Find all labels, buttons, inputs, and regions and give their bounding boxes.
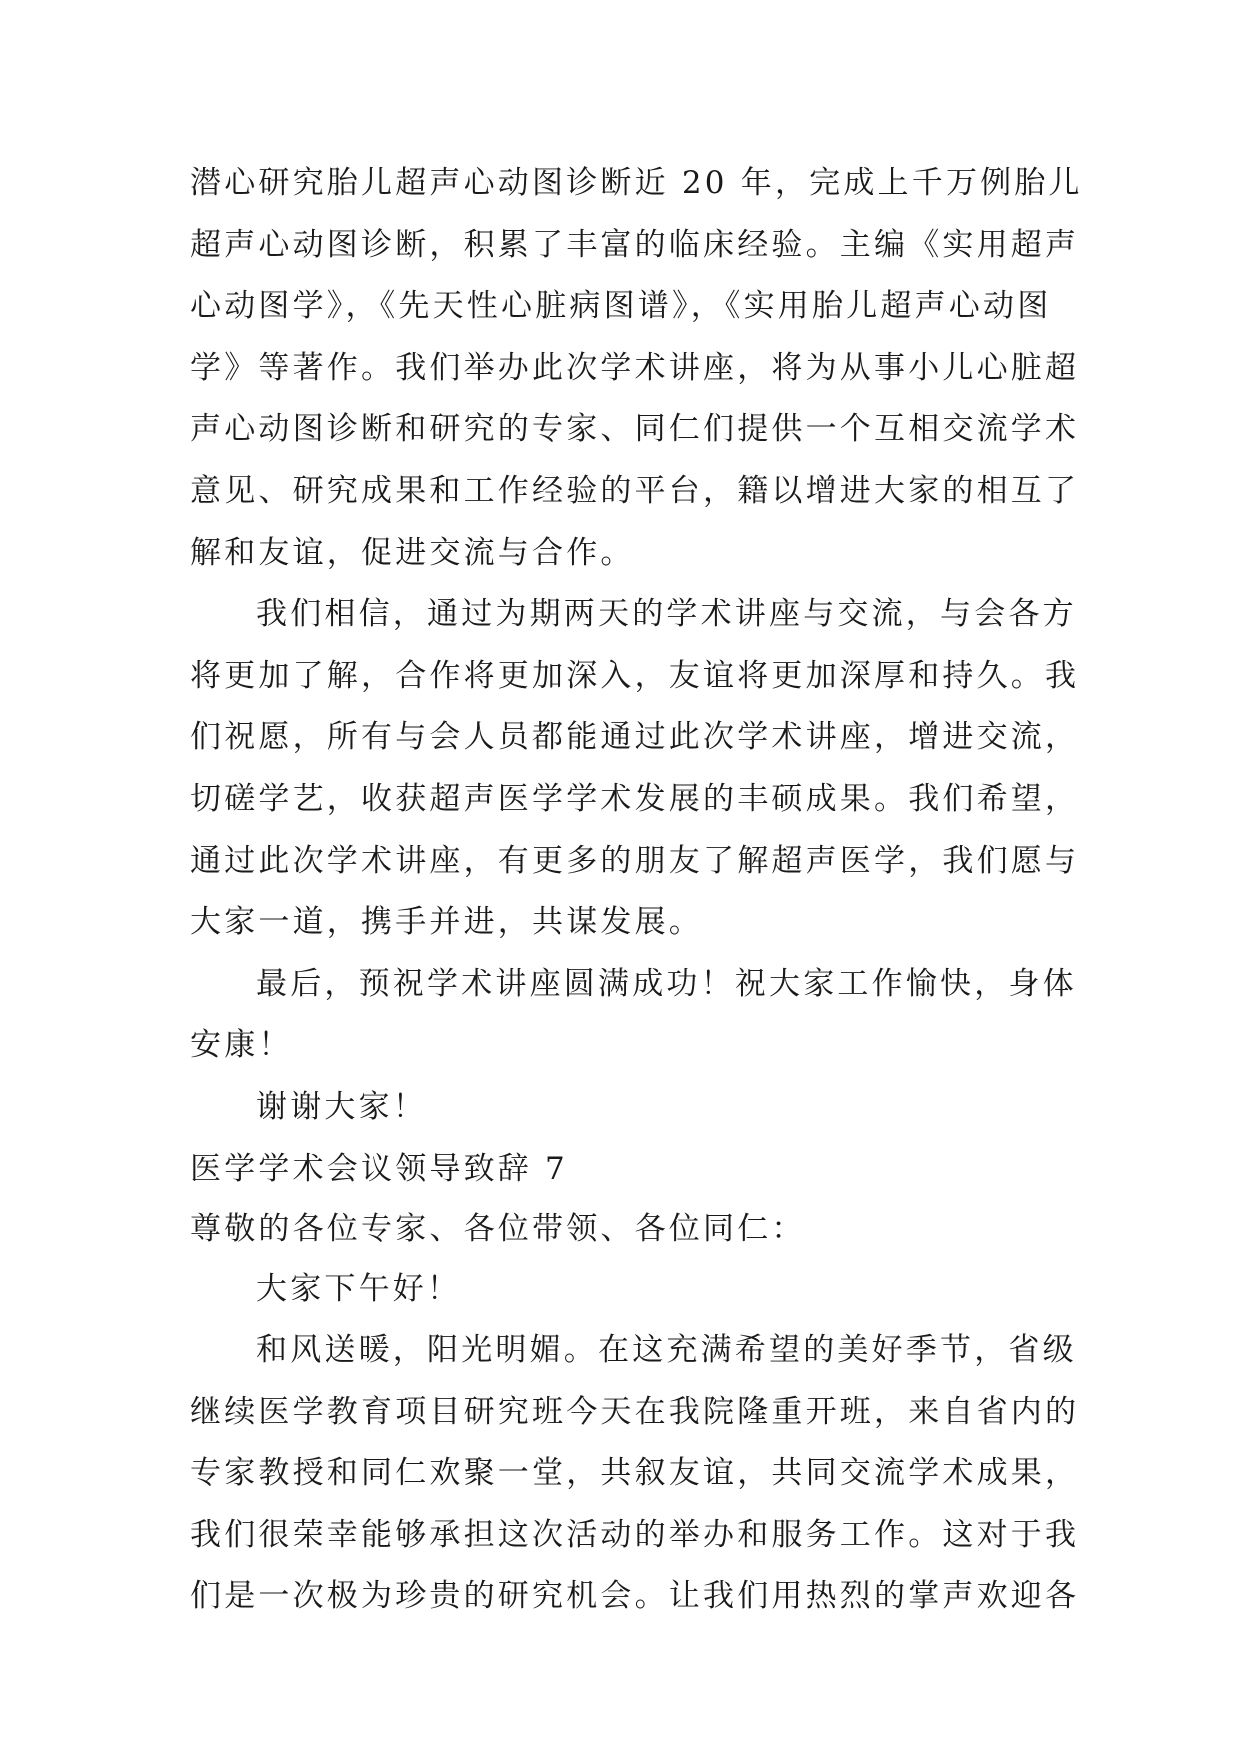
text-line: 将更加了解，合作将更加深入，友谊将更加深厚和持久。我: [190, 657, 1080, 694]
text-line: 大家一道，携手并进，共谋发展。: [190, 904, 703, 941]
text-line: 继续医学教育项目研究班今天在我院隆重开班，来自省内的: [190, 1393, 1080, 1430]
text-line: 通过此次学术讲座，有更多的朋友了解超声医学，我们愿与: [190, 842, 1080, 879]
text-line: 们祝愿，所有与会人员都能通过此次学术讲座，增进交流，: [190, 719, 1080, 756]
document-body: [190, 153, 1083, 1628]
paragraph-first-line: 和风送暖，阳光明媚。在这充满希望的美好季节，省级: [256, 1332, 1077, 1369]
text-line: 心动图学》，《先天性心脏病图谱》，《实用胎儿超声心动图: [190, 288, 1052, 325]
text-line: 解和友谊，促进交流与合作。: [190, 534, 635, 571]
section-heading: 医学学术会议领导致辞 7: [190, 1150, 568, 1187]
greeting: 大家下午好！: [256, 1270, 462, 1307]
text-line: 潜心研究胎儿超声心动图诊断近 20 年，完成上千万例胎儿: [190, 165, 1083, 201]
text-line: 安康！: [190, 1027, 293, 1064]
text-line: 们是一次极为珍贵的研究机会。让我们用热烈的掌声欢迎各: [190, 1578, 1080, 1615]
closing-thanks: 谢谢大家！: [256, 1088, 427, 1125]
text-line: 学》等著作。我们举办此次学术讲座，将为从事小儿心脏超: [190, 349, 1080, 386]
salutation: 尊敬的各位专家、各位带领、各位同仁：: [190, 1210, 806, 1247]
text-line: 意见、研究成果和工作经验的平台，籍以增进大家的相互了: [190, 472, 1080, 509]
text-line: 专家教授和同仁欢聚一堂，共叙友谊，共同交流学术成果，: [190, 1455, 1080, 1492]
paragraph-first-line: 最后，预祝学术讲座圆满成功！祝大家工作愉快，身体: [256, 965, 1077, 1002]
text-line: 超声心动图诊断，积累了丰富的临床经验。主编《实用超声: [190, 226, 1080, 263]
text-line: 声心动图诊断和研究的专家、同仁们提供一个互相交流学术: [190, 411, 1080, 448]
text-line: 我们很荣幸能够承担这次活动的举办和服务工作。这对于我: [190, 1516, 1080, 1553]
paragraph-first-line: 我们相信，通过为期两天的学术讲座与交流，与会各方: [256, 596, 1077, 633]
text-line: 切磋学艺，收获超声医学学术发展的丰硕成果。我们希望，: [190, 780, 1080, 817]
